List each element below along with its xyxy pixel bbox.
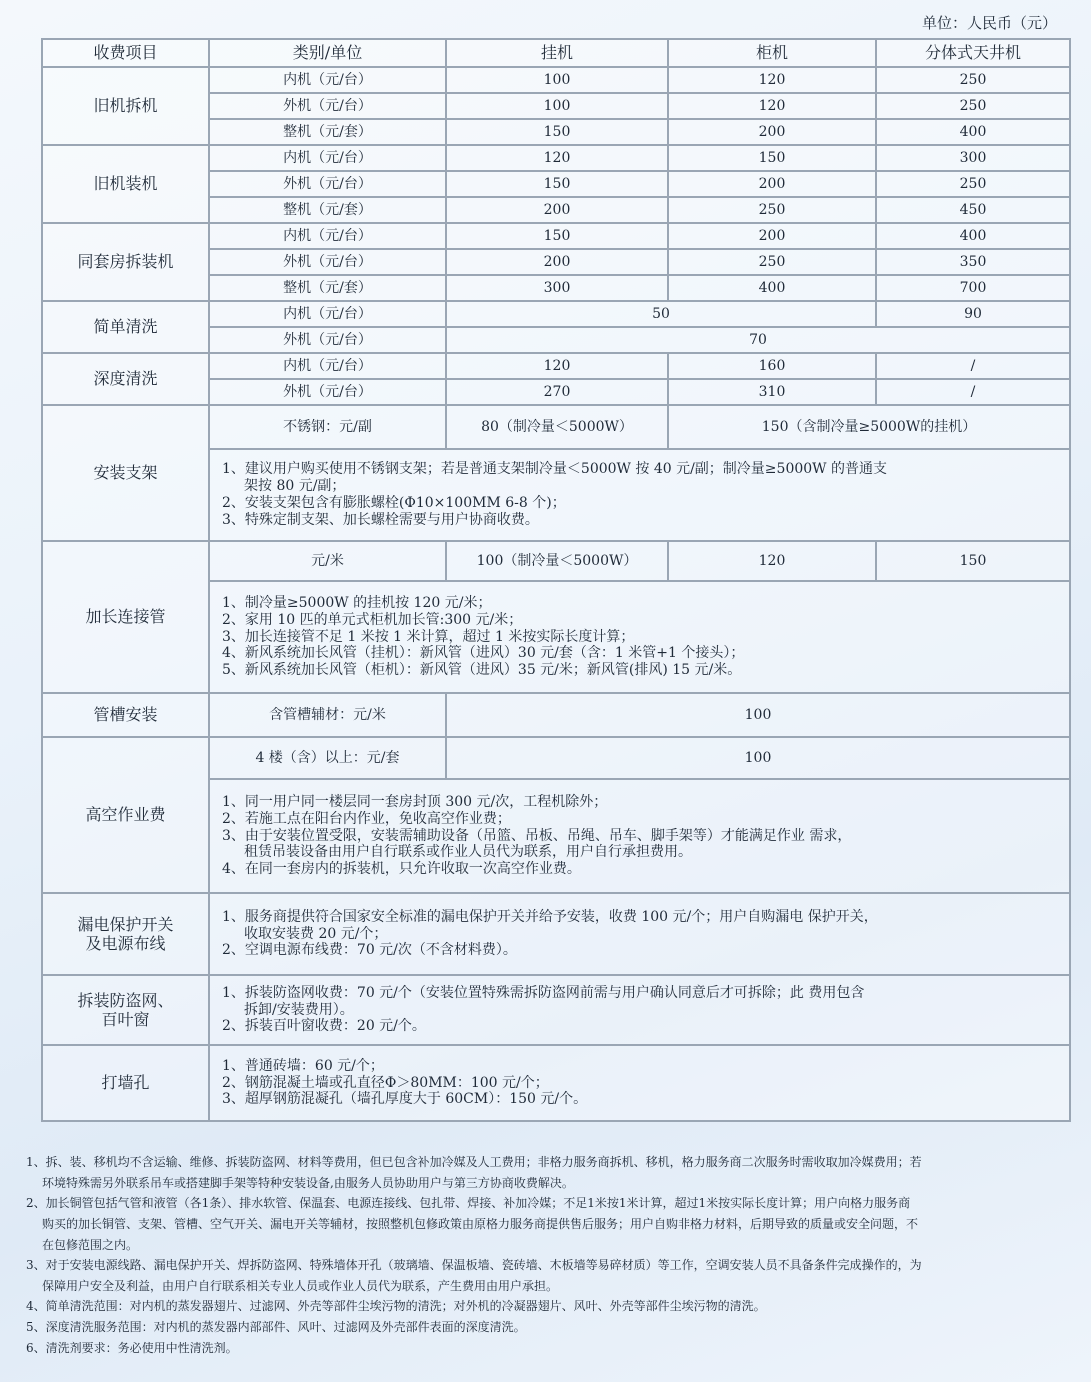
footer-line: 5、深度清洗服务范围：对内机的蒸发器内部部件、风叶、过滤网及外壳部件表面的深度清洗。 bbox=[26, 1320, 526, 1334]
price-cabinet: 250 bbox=[668, 197, 876, 223]
note-line: 1、拆装防盗网收费：70 元/个（安装位置特殊需拆防盗网前需与用户确认同意后才可拆除；此 费用包含 bbox=[222, 984, 865, 1001]
table-row bbox=[42, 145, 1070, 171]
row-unit: 内机（元/台） bbox=[209, 145, 446, 171]
price-cabinet: 250 bbox=[668, 249, 876, 275]
header-item: 收费项目 bbox=[42, 39, 209, 67]
footer-line: 1、拆、装、移机均不含运输、维修、拆装防盗网、材料等费用，但已包含补加冷媒及人工费用；非格力服务商拆机、移机，格力服务商二次服务时需收取加冷媒费用；若 bbox=[26, 1155, 922, 1169]
footer-line: 环境特殊需另外联系吊车或搭建脚手架等特种安装设备,由服务人员协助用户与第三方协商收费解决。 bbox=[42, 1175, 574, 1190]
price-all: 100 bbox=[446, 693, 1070, 737]
price-wall: 80（制冷量＜5000W） bbox=[446, 405, 668, 449]
row-unit: 内机（元/台） bbox=[209, 67, 446, 93]
price-cabinet: 150 bbox=[668, 145, 876, 171]
item-leakage-line2: 及电源布线 bbox=[85, 934, 166, 953]
price-wall: 150 bbox=[446, 223, 668, 249]
row-unit: 外机（元/台） bbox=[209, 249, 446, 275]
table-row bbox=[42, 405, 1070, 449]
item-bracket: 安装支架 bbox=[42, 405, 209, 541]
item-pipe: 加长连接管 bbox=[42, 541, 209, 693]
table-row bbox=[42, 737, 1070, 779]
item-leakage-line1: 漏电保护开关 bbox=[77, 914, 174, 934]
note-line: 架按 80 元/副； bbox=[244, 478, 346, 495]
note-line: 4、在同一套房内的拆装机，只允许收取一次高空作业费。 bbox=[222, 861, 581, 878]
note-line: 2、若施工点在阳台内作业，免收高空作业费； bbox=[222, 810, 511, 827]
price-ceiling: 300 bbox=[876, 145, 1070, 171]
item-old-install: 旧机装机 bbox=[42, 145, 209, 223]
footer-line: 3、对于安装电源线路、漏电保护开关、焊拆防盗网、特殊墙体开孔（玻璃墙、保温板墙、瓷砖墙、木板墙等易碎材质）等工作，空调安装人员不具备条件完成操作的，为 bbox=[26, 1258, 922, 1273]
note-line: 1、普通砖墙：60 元/个； bbox=[222, 1057, 384, 1074]
price-ceiling: 250 bbox=[876, 67, 1070, 93]
price-ceiling: 90 bbox=[876, 301, 1070, 327]
note-line: 2、钢筋混凝土墙或孔直径Φ＞80MM：100 元/个； bbox=[222, 1074, 549, 1091]
row-unit: 外机（元/台） bbox=[209, 171, 446, 197]
table-row bbox=[42, 67, 1070, 93]
note-line: 1、服务商提供符合国家安全标准的漏电保护开关并给予安装，收费 100 元/个；用户自购漏电 保护开关， bbox=[222, 908, 878, 925]
price-wall: 100 bbox=[446, 93, 668, 119]
item-guard-line2: 百叶窗 bbox=[101, 1010, 150, 1029]
price-cabinet: 120 bbox=[668, 67, 876, 93]
price-ceiling: / bbox=[876, 379, 1070, 405]
note-line: 3、特殊定制支架、加长螺栓需要与用户协商收费。 bbox=[222, 511, 539, 528]
item-old-remove: 旧机拆机 bbox=[42, 67, 209, 145]
footer-notes bbox=[26, 1152, 1086, 1358]
price-ceiling: 700 bbox=[876, 275, 1070, 301]
row-unit: 内机（元/台） bbox=[209, 223, 446, 249]
header-category: 类别/单位 bbox=[209, 39, 446, 67]
row-unit: 整机（元/套） bbox=[209, 275, 446, 301]
row-unit: 整机（元/套） bbox=[209, 197, 446, 223]
price-cabinet: 400 bbox=[668, 275, 876, 301]
price-wall: 100（制冷量＜5000W） bbox=[446, 541, 668, 581]
item-guard bbox=[42, 975, 209, 1045]
price-all: 70 bbox=[446, 327, 1070, 353]
note-line: 3、加长连接管不足 1 米按 1 米计算，超过 1 米按实际长度计算； bbox=[222, 628, 635, 645]
header-wall: 挂机 bbox=[446, 39, 668, 67]
note-line: 2、空调电源布线费：70 元/次（不含材料费）。 bbox=[222, 942, 517, 959]
note-line: 收取安装费 20 元/个； bbox=[244, 925, 388, 942]
item-hole: 打墙孔 bbox=[42, 1045, 209, 1121]
note-line: 租赁吊装设备由用户自行联系或作业人员代为联系，用户自行承担费用。 bbox=[244, 844, 692, 861]
note-line: 3、超厚钢筋混凝孔（墙孔厚度大于 60CM）：150 元/个。 bbox=[222, 1091, 588, 1108]
header-ceiling: 分体式天井机 bbox=[876, 39, 1070, 67]
price-wall: 300 bbox=[446, 275, 668, 301]
item-simple-clean: 简单清洗 bbox=[42, 301, 209, 353]
price-cabinet: 200 bbox=[668, 223, 876, 249]
row-unit: 外机（元/台） bbox=[209, 379, 446, 405]
table-row bbox=[42, 223, 1070, 249]
price-ceiling: 400 bbox=[876, 223, 1070, 249]
price-wall: 150 bbox=[446, 171, 668, 197]
row-unit: 不锈钢：元/副 bbox=[209, 405, 446, 449]
footer-line: 2、加长铜管包括气管和液管（各1条）、排水软管、保温套、电源连接线、包扎带、焊接、补加冷媒；不足1米按1米计算，超过1米按实际长度计算；用户向格力服务商 bbox=[26, 1196, 911, 1211]
note-line: 2、拆装百叶窗收费：20 元/个。 bbox=[222, 1018, 426, 1035]
price-wall: 150 bbox=[446, 119, 668, 145]
fee-table bbox=[41, 38, 1071, 1122]
header-row bbox=[42, 39, 1070, 67]
table-row bbox=[42, 353, 1070, 379]
item-same-house: 同套房拆装机 bbox=[42, 223, 209, 301]
price-ceiling: 450 bbox=[876, 197, 1070, 223]
table-row bbox=[42, 893, 1070, 975]
note-line: 4、新风系统加长风管（挂机）：新风管（进风）30 元/套（含：1 米管+1 个接头）； bbox=[222, 645, 745, 662]
item-guard-line1: 拆装防盗网、 bbox=[77, 990, 174, 1010]
table-row bbox=[42, 693, 1070, 737]
price-cabinet-ceiling: 150（含制冷量≥5000W的挂机） bbox=[668, 405, 1070, 449]
price-ceiling: 250 bbox=[876, 171, 1070, 197]
header-cabinet: 柜机 bbox=[668, 39, 876, 67]
price-cabinet: 200 bbox=[668, 119, 876, 145]
table-row bbox=[42, 541, 1070, 581]
leakage-notes bbox=[209, 893, 1070, 975]
hole-notes bbox=[209, 1045, 1070, 1121]
price-cabinet: 120 bbox=[668, 93, 876, 119]
note-line: 3、由于安装位置受限，安装需辅助设备（吊篮、吊板、吊绳、吊车、脚手架等）才能满足作业 需求， bbox=[222, 827, 852, 844]
row-unit: 4 楼（含）以上：元/套 bbox=[209, 737, 446, 779]
height-notes bbox=[209, 779, 1070, 893]
price-ceiling: 250 bbox=[876, 93, 1070, 119]
price-wall: 270 bbox=[446, 379, 668, 405]
price-ceiling: 150 bbox=[876, 541, 1070, 581]
note-line: 2、安装支架包含有膨胀螺栓(Φ10×100MM 6-8 个)； bbox=[222, 495, 566, 511]
price-cabinet: 120 bbox=[668, 541, 876, 581]
price-all: 100 bbox=[446, 737, 1070, 779]
price-wall-cabinet: 50 bbox=[446, 301, 876, 327]
note-line: 2、家用 10 匹的单元式柜机加长管:300 元/米； bbox=[222, 611, 523, 628]
note-line: 5、新风系统加长风管（柜机）：新风管（进风）35 元/米；新风管(排风) 15 元/米。 bbox=[222, 662, 742, 679]
note-line: 拆卸/安装费用）。 bbox=[244, 1001, 354, 1018]
price-ceiling: 400 bbox=[876, 119, 1070, 145]
pipe-notes bbox=[209, 581, 1070, 693]
price-wall: 200 bbox=[446, 249, 668, 275]
footer-line: 6、清洗剂要求：务必使用中性清洗剂。 bbox=[26, 1340, 238, 1355]
note-line: 1、制冷量≥5000W 的挂机按 120 元/米； bbox=[222, 595, 492, 611]
row-unit: 外机（元/台） bbox=[209, 327, 446, 353]
price-ceiling: / bbox=[876, 353, 1070, 379]
footer-line: 保障用户安全及利益，由用户自行联系相关专业人员或作业人员代为联系，产生费用由用户承担。 bbox=[42, 1278, 559, 1293]
table-row bbox=[42, 301, 1070, 327]
price-wall: 100 bbox=[446, 67, 668, 93]
footer-line: 4、简单清洗范围：对内机的蒸发器翅片、过滤网、外壳等部件尘埃污物的清洗；对外机的冷凝器翅片、风叶、外壳等部件尘埃污物的清洗。 bbox=[26, 1299, 766, 1314]
item-leakage bbox=[42, 893, 209, 975]
price-cabinet: 160 bbox=[668, 353, 876, 379]
row-unit: 含管槽辅材：元/米 bbox=[209, 693, 446, 737]
row-unit: 内机（元/台） bbox=[209, 353, 446, 379]
price-wall: 120 bbox=[446, 353, 668, 379]
row-unit: 内机（元/台） bbox=[209, 301, 446, 327]
footer-line: 在包修范围之内。 bbox=[42, 1237, 139, 1252]
price-cabinet: 200 bbox=[668, 171, 876, 197]
row-unit: 外机（元/台） bbox=[209, 93, 446, 119]
price-ceiling: 350 bbox=[876, 249, 1070, 275]
currency-unit: 单位：人民币（元） bbox=[921, 14, 1057, 32]
note-line: 1、同一用户同一楼层同一套房封顶 300 元/次，工程机除外； bbox=[222, 794, 608, 810]
note-line: 1、建议用户购买使用不锈钢支架；若是普通支架制冷量＜5000W 按 40 元/副；制冷量≥5000W 的普通支 bbox=[222, 461, 888, 478]
price-wall: 200 bbox=[446, 197, 668, 223]
guard-notes bbox=[209, 975, 1070, 1045]
table-row bbox=[42, 975, 1070, 1045]
footer-line: 购买的加长铜管、支架、管槽、空气开关、漏电开关等辅材，按照整机包修政策由原格力服务商提供售后服务；用户自购非格力材料，后期导致的质量或安全问题，不 bbox=[42, 1216, 919, 1231]
item-height: 高空作业费 bbox=[42, 737, 209, 893]
row-unit: 整机（元/套） bbox=[209, 119, 446, 145]
row-unit: 元/米 bbox=[209, 541, 446, 581]
table-row bbox=[42, 1045, 1070, 1121]
price-cabinet: 310 bbox=[668, 379, 876, 405]
item-trough: 管槽安装 bbox=[42, 693, 209, 737]
bracket-notes bbox=[209, 449, 1070, 541]
price-wall: 120 bbox=[446, 145, 668, 171]
item-deep-clean: 深度清洗 bbox=[42, 353, 209, 405]
